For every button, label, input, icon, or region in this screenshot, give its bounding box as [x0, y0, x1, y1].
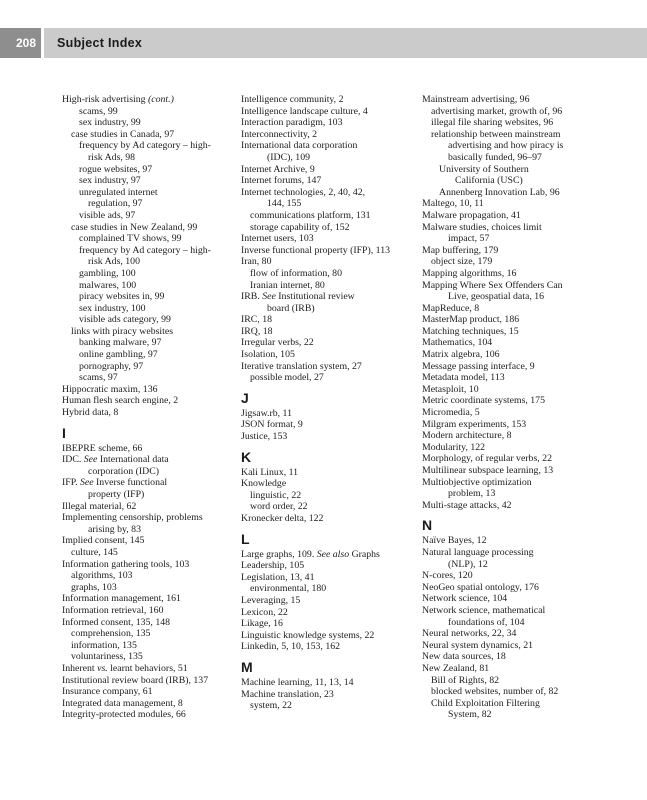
index-entry: risk Ads, 98 — [88, 151, 136, 163]
index-entry: culture, 145 — [71, 546, 118, 558]
index-entry: unregulated internet — [79, 186, 158, 198]
index-entry: Iran, 80 — [241, 256, 272, 268]
index-entry: N-cores, 120 — [422, 570, 473, 582]
index-entry: Interaction paradigm, 103 — [241, 117, 343, 129]
section-heading: I — [62, 424, 66, 441]
index-entry: Machine learning, 11, 13, 14 — [241, 676, 354, 688]
index-entry: Integrity-protected modules, 66 — [62, 709, 186, 721]
index-entry: scams, 97 — [79, 372, 118, 384]
index-entry: online gambling, 97 — [79, 349, 158, 361]
index-entry: MasterMap product, 186 — [422, 314, 520, 326]
index-entry: Implementing censorship, problems — [62, 512, 203, 524]
index-entry: Information retrieval, 160 — [62, 604, 164, 616]
index-entry: IRQ, 18 — [241, 325, 273, 337]
index-entry: Mapping Where Sex Offenders Can — [422, 279, 563, 291]
index-entry: MapReduce, 8 — [422, 302, 480, 314]
page-header — [0, 28, 647, 58]
page-title: Subject Index — [57, 36, 143, 50]
index-entry: JSON format, 9 — [241, 419, 303, 431]
index-entry: foundations of, 104 — [448, 616, 525, 628]
index-entry: Machine translation, 23 — [241, 688, 334, 700]
index-entry: Likage, 16 — [241, 618, 283, 630]
index-entry: system, 22 — [250, 700, 292, 712]
index-column-1 — [62, 94, 247, 721]
index-entry: Multilinear subspace learning, 13 — [422, 465, 554, 476]
index-entry: Annenberg Innovation Lab, 96 — [439, 186, 560, 198]
index-entry: Iterative translation system, 27 — [241, 360, 362, 372]
index-entry: Natural language processing — [422, 546, 534, 558]
index-entry: Leveraging, 15 — [241, 594, 301, 606]
index-entry: Interconnectivity, 2 — [241, 128, 318, 140]
index-entry: Information management, 161 — [62, 593, 181, 605]
index-entry: 144, 155 — [267, 198, 302, 210]
section-heading: N — [422, 517, 433, 534]
index-entry: board (IRB) — [267, 302, 315, 314]
index-entry: flow of information, 80 — [250, 267, 342, 279]
index-entry: Multiobjective optimization — [422, 476, 532, 488]
index-entry: information, 135 — [71, 639, 137, 651]
index-entry: visible ads category, 99 — [79, 314, 171, 326]
index-entry: IDC. See International data — [62, 454, 169, 466]
index-column-3 — [422, 94, 607, 721]
index-entry: Intelligence landscape culture, 4 — [241, 105, 368, 117]
index-entry: IRB. See Institutional review — [241, 291, 355, 303]
index-entry: Live, geospatial data, 16 — [448, 291, 545, 303]
index-entry: Malware propagation, 41 — [422, 209, 521, 221]
index-entry: Network science, 104 — [422, 593, 508, 605]
index-entry: Multi-stage attacks, 42 — [422, 499, 512, 511]
index-entry: pornography, 97 — [79, 360, 144, 372]
index-entry: arising by, 83 — [88, 523, 141, 535]
index-entry: problem, 13 — [448, 488, 496, 500]
index-entry: Milgram experiments, 153 — [422, 418, 527, 430]
index-entry: (NLP), 12 — [448, 558, 488, 570]
index-entry: Implied consent, 145 — [62, 535, 145, 547]
index-entry: Neural networks, 22, 34 — [422, 628, 517, 640]
index-entry: complained TV shows, 99 — [79, 233, 182, 245]
index-entry: Hippocratic maxim, 136 — [62, 383, 158, 395]
index-entry: frequency by Ad category – high- — [79, 244, 211, 256]
index-entry: Matching techniques, 15 — [422, 325, 519, 337]
index-entry: New data sources, 18 — [422, 651, 506, 663]
index-entry: NeoGeo spatial ontology, 176 — [422, 581, 539, 593]
index-entry: IFP. See Inverse functional — [62, 477, 168, 489]
index-entry: Jigsaw.rb, 11 — [241, 407, 292, 419]
index-entry: Illegal material, 62 — [62, 500, 137, 512]
index-entry: University of Southern — [439, 163, 529, 175]
index-entry: Informed consent, 135, 148 — [62, 616, 171, 628]
index-entry: scams, 99 — [79, 105, 118, 117]
index-entry: Internet technologies, 2, 40, 42, — [241, 186, 366, 198]
page-number-box — [0, 28, 44, 58]
index-entry: California (USC) — [455, 175, 523, 187]
index-entry: Metasploit, 10 — [422, 383, 479, 395]
index-entry: Lexicon, 22 — [241, 606, 288, 618]
index-entry: Micromedia, 5 — [422, 407, 480, 419]
index-entry: malwares, 100 — [79, 279, 137, 291]
index-entry: Naïve Bayes, 12 — [422, 535, 487, 547]
index-entry: possible model, 27 — [250, 372, 324, 384]
index-entry: Maltego, 10, 11 — [422, 198, 484, 210]
index-entry: sex industry, 99 — [79, 117, 141, 129]
index-entry: Morphology, of regular verbs, 22 — [422, 453, 552, 465]
index-entry: Child Exploitation Filtering — [431, 697, 540, 709]
index-entry: Metadata model, 113 — [422, 372, 505, 384]
index-entry: Kronecker delta, 122 — [241, 513, 324, 524]
index-entry: risk Ads, 100 — [88, 256, 140, 268]
index-entry: Intelligence community, 2 — [241, 94, 344, 105]
index-entry: Iranian internet, 80 — [250, 279, 325, 291]
index-entry: algorithms, 103 — [71, 570, 133, 582]
index-entry: Inverse functional property (IFP), 113 — [241, 244, 391, 256]
index-entry: Linkedin, 5, 10, 153, 162 — [241, 641, 341, 653]
index-entry: Legislation, 13, 41 — [241, 571, 315, 583]
index-entry: Bill of Rights, 82 — [431, 674, 500, 686]
index-entry: impact, 57 — [448, 233, 490, 245]
index-entry: Internet forums, 147 — [241, 175, 322, 187]
index-entry: High-risk advertising (cont.) — [62, 94, 174, 105]
section-heading: M — [241, 658, 253, 675]
index-entry: International data corporation — [241, 140, 358, 152]
index-entry: Inherent vs. learnt behaviors, 51 — [62, 662, 188, 674]
index-entry: (IDC), 109 — [267, 151, 310, 163]
index-entry: Network science, mathematical — [422, 604, 546, 616]
index-entry: Modern architecture, 8 — [422, 430, 512, 442]
index-entry: visible ads, 97 — [79, 209, 136, 221]
index-entry: regulation, 97 — [88, 198, 143, 210]
index-entry: case studies in New Zealand, 99 — [71, 221, 198, 233]
index-entry: Message passing interface, 9 — [422, 360, 535, 372]
index-entry: Internet Archive, 9 — [241, 163, 315, 175]
index-entry: Institutional review board (IRB), 137 — [62, 674, 209, 686]
index-entry: Linguistic knowledge systems, 22 — [241, 629, 375, 641]
index-entry: piracy websites in, 99 — [79, 291, 165, 303]
index-entry: environmental, 180 — [250, 583, 327, 595]
index-entry: Irregular verbs, 22 — [241, 337, 314, 349]
index-entry: voluntariness, 135 — [71, 651, 143, 663]
index-entry: Leadership, 105 — [241, 560, 305, 572]
index-entry: IBEPRE scheme, 66 — [62, 442, 143, 454]
index-entry: advertising market, growth of, 96 — [431, 105, 563, 117]
index-entry: Information gathering tools, 103 — [62, 558, 190, 570]
index-entry: frequency by Ad category – high- — [79, 140, 211, 152]
index-entry: System, 82 — [448, 709, 492, 721]
index-entry: New Zealand, 81 — [422, 662, 490, 674]
index-entry: Neural system dynamics, 21 — [422, 639, 534, 651]
index-entry: blocked websites, number of, 82 — [431, 686, 559, 698]
index-entry: Kali Linux, 11 — [241, 466, 299, 478]
index-entry: Hybrid data, 8 — [62, 407, 119, 419]
index-entry: rogue websites, 97 — [79, 163, 153, 175]
index-entry: Human flesh search engine, 2 — [62, 395, 179, 407]
index-entry: object size, 179 — [431, 256, 493, 268]
index-entry: Internet users, 103 — [241, 233, 314, 245]
page-number: 208 — [15, 36, 36, 50]
index-entry: linguistic, 22 — [250, 489, 302, 501]
index-entry: relationship between mainstream — [431, 128, 561, 140]
index-entry: case studies in Canada, 97 — [71, 128, 175, 140]
section-heading: K — [241, 448, 252, 465]
index-entry: Mathematics, 104 — [422, 337, 493, 349]
index-entry: gambling, 100 — [79, 267, 136, 279]
index-entry: links with piracy websites — [71, 325, 174, 337]
section-heading: L — [241, 530, 250, 547]
index-entry: Insurance company, 61 — [62, 686, 153, 698]
index-entry: property (IFP) — [88, 489, 145, 500]
index-entry: Large graphs, 109. See also Graphs — [241, 548, 380, 560]
index-entry: Mainstream advertising, 96 — [422, 94, 530, 105]
index-entry: basically funded, 96–97 — [448, 151, 542, 163]
index-entry: sex industry, 97 — [79, 175, 141, 187]
index-entry: banking malware, 97 — [79, 337, 162, 349]
index-entry: word order, 22 — [250, 501, 308, 513]
index-entry: storage capability of, 152 — [250, 221, 350, 233]
index-entry: Modularity, 122 — [422, 441, 486, 453]
index-entry: Map buffering, 179 — [422, 244, 499, 256]
index-column-2 — [241, 94, 426, 712]
index-entry: Metric coordinate systems, 175 — [422, 395, 545, 407]
index-entry: communications platform, 131 — [250, 209, 371, 221]
index-entry: Malware studies, choices limit — [422, 221, 542, 233]
index-entry: Justice, 153 — [241, 431, 288, 443]
index-entry: advertising and how piracy is — [448, 140, 564, 152]
index-entry: Integrated data management, 8 — [62, 697, 183, 709]
section-heading: J — [241, 389, 249, 406]
index-entry: IRC, 18 — [241, 314, 273, 326]
index-entry: Knowledge — [241, 478, 287, 490]
index-entry: Isolation, 105 — [241, 349, 295, 361]
index-entry: illegal file sharing websites, 96 — [431, 117, 554, 129]
index-entry: Matrix algebra, 106 — [422, 349, 500, 361]
index-entry: corporation (IDC) — [88, 465, 160, 477]
index-entry: comprehension, 135 — [71, 628, 151, 640]
index-entry: sex industry, 100 — [79, 302, 146, 314]
index-entry: Mapping algorithms, 16 — [422, 267, 517, 279]
index-entry: graphs, 103 — [71, 581, 117, 593]
